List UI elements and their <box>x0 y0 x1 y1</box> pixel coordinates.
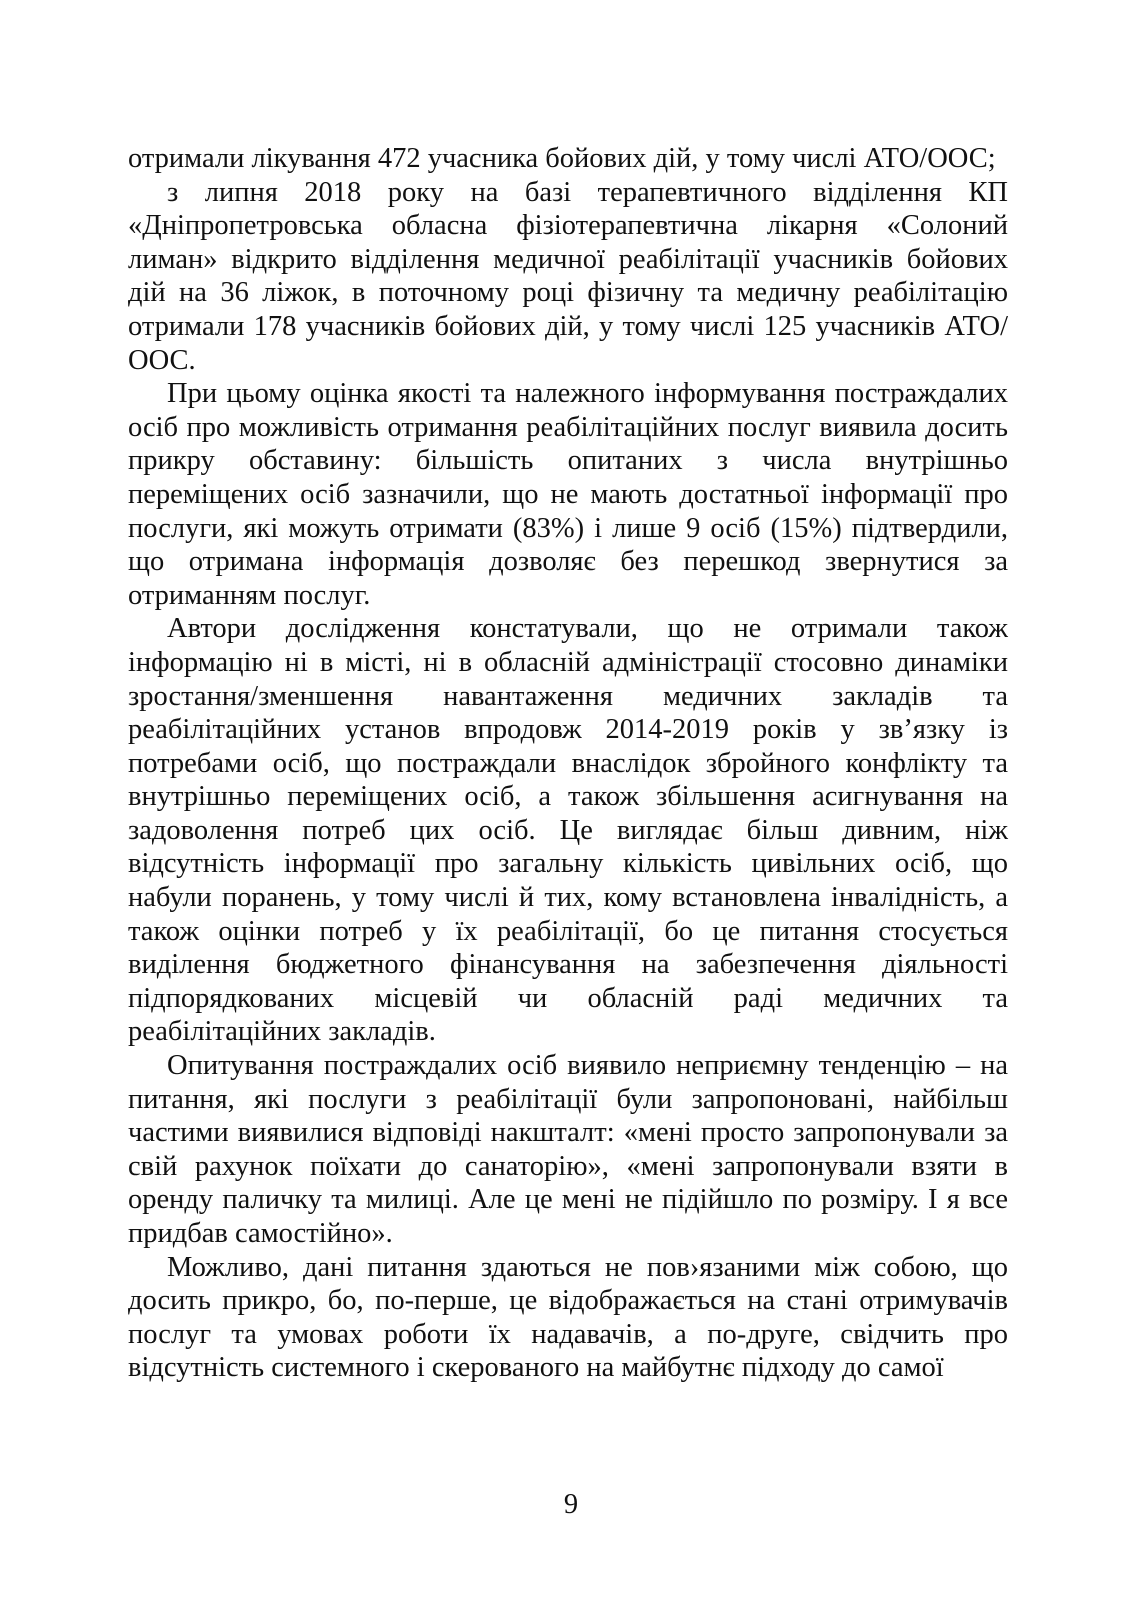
body-text <box>128 142 1008 1385</box>
paragraph-authors-findings: Автори дослідження констатували, що не отримали також інформацію ні в місті, ні в обласній адміністрації стосовно динаміки зростання/зменшення навантаження медичних закладів та реабілітаційних установ впродовж 2014-2019 років у зв’язку із потребами осіб, що постраждали внаслідок збройного конфлікту та внутрішньо переміщених осіб, а також збільшення асигнування на задоволення потреб цих осіб. Це виглядає більш дивним, ніж відсутність інформації про загальну кількість цивільних осіб, що набули поранень, у тому числі й тих, кому встановлена інвалідність, а також оцінки потреб у їх реабілітації, бо це питання стосується виділення бюджетного фінансування на забезпечення діяльності підпорядкованих місцевій чи обласній раді медичних та реабілітаційних закладів. <box>128 613 1008 1048</box>
paragraph-survey-results: Опитування постраждалих осіб виявило неприємну тенденцію – на питання, які послуги з реабілітації були запропоновані, найбільш частими виявилися відповіді накшталт: «мені просто запропонували за свій рахунок поїхати до санаторію», «мені запропонували взяти в оренду паличку та милиці. Але це мені не підійшло по розміру. І я все придбав самостійно». <box>128 1050 1008 1249</box>
paragraph-rehab-department: з липня 2018 року на базі терапевтичного відділення КП «Дніпропетровська обласна фізіотерапевтична лікарня «Солоний лиман» відкрито відділення медичної реабілітації учасників бойових дій на 36 ліжок, в поточному році фізичну та медичну реабілітацію отримали 178 учасників бойових дій, у тому числі 125 учасників АТО/ООС. <box>128 176 1008 376</box>
paragraph-conclusion: Можливо, дані питання здаються не пов›язаними між собою, що досить прикро, бо, по-перше, це відображається на стані отримувачів послуг та умовах роботи їх надавачів, а по-друге, свідчить про відсутність системного і скерованого на майбутнє підходу до самої <box>128 1251 1008 1384</box>
paragraph-continuation: отримали лікування 472 учасника бойових дій, у тому числі АТО/ООС; <box>128 143 996 174</box>
paragraph-information-assessment: При цьому оцінка якості та належного інформування постраждалих осіб про можливість отримання реабілітаційних послуг виявила досить прикру обставину: більшість опитаних з числа внутрішньо переміщених осіб зазначили, що не мають достатньої інформації про послуги, які можуть отримати (83%) і лише 9 осіб (15%) підтвердили, що отримана інформація дозволяє без перешкод звернутися за отриманням послуг. <box>128 378 1008 611</box>
page-number: 9 <box>563 1489 579 1520</box>
